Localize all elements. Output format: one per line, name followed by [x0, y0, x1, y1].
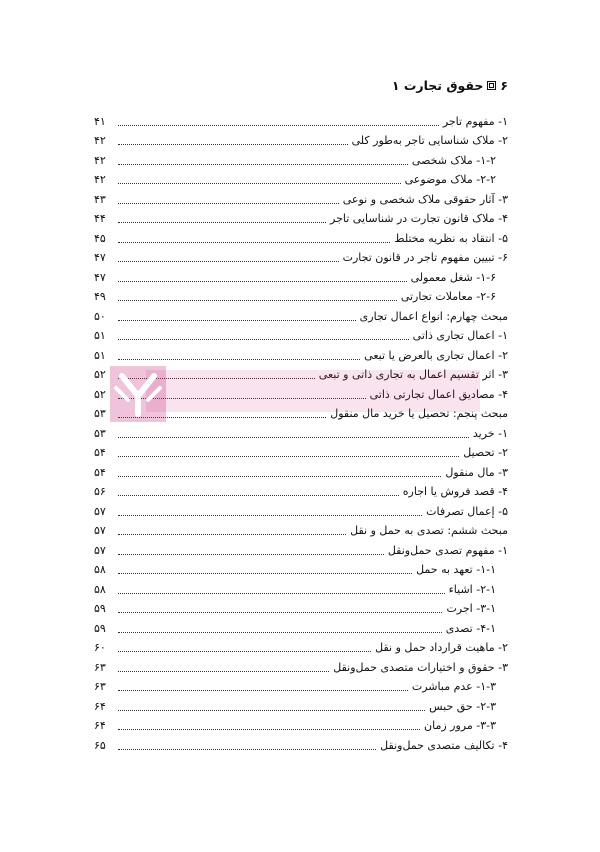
toc-entry-page: ۴۲ — [94, 134, 106, 147]
toc-entry-page: ۵۳ — [94, 407, 106, 420]
toc-dot-leader — [118, 495, 399, 496]
toc-entry-page: ۵۲ — [94, 387, 106, 401]
toc-entry-title: ۲- ملاک شناسایی تاجر به‌طور کلی — [351, 134, 508, 147]
toc-entry — [94, 246, 508, 266]
toc-dot-leader — [118, 203, 339, 204]
toc-entry-page: ۵۷ — [94, 504, 106, 518]
toc-entry — [94, 324, 508, 344]
toc-entry-title: ۲- اعمال تجاری بالعرض یا تبعی — [364, 348, 508, 362]
toc-entry-title: ۴-۱- تصدی — [445, 621, 496, 635]
toc-entry — [94, 226, 508, 246]
toc-entry-page: ۵۸ — [94, 563, 106, 576]
toc-dot-leader — [118, 534, 346, 535]
toc-dot-leader — [118, 300, 397, 301]
toc-dot-leader — [118, 671, 329, 672]
toc-entry-page: ۴۷ — [94, 251, 106, 264]
toc-entry — [94, 207, 508, 227]
toc-dot-leader — [118, 398, 366, 399]
toc-entry-page: ۵۱ — [94, 329, 106, 342]
toc-dot-leader — [118, 554, 384, 555]
toc-entry-page: ۴۲ — [94, 153, 106, 167]
toc-entry-title: ۲- تحصیل — [463, 446, 508, 459]
toc-dot-leader — [118, 164, 408, 165]
toc-entry-title: ۱-۱- تعهد به حمل — [416, 563, 496, 576]
page-number: ۶ — [500, 78, 508, 93]
toc-entry-page: ۴۳ — [94, 192, 106, 206]
toc-entry — [94, 441, 508, 461]
toc-entry-title: ۲-۱- اشیاء — [448, 582, 496, 596]
toc-dot-leader — [118, 144, 348, 145]
toc-entry-title: ۲-۳- حق حبس — [429, 699, 496, 713]
toc-dot-leader — [118, 729, 420, 730]
toc-entry — [94, 675, 508, 695]
toc-entry-page: ۶۰ — [94, 641, 106, 654]
toc-entry-page: ۵۷ — [94, 543, 106, 557]
toc-entry — [94, 168, 508, 188]
toc-dot-leader — [118, 749, 376, 750]
toc-entry — [94, 655, 508, 675]
table-of-contents — [94, 109, 508, 753]
toc-entry-title: مبحث ششم: تصدی به حمل و نقل — [350, 524, 508, 537]
toc-entry-title: ۶- تبیین مفهوم تاجر در قانون تجارت — [342, 251, 508, 264]
toc-entry-page: ۴۱ — [94, 114, 106, 128]
toc-entry — [94, 304, 508, 324]
toc-entry-title: ۱- اعمال تجاری ذاتی — [412, 329, 508, 342]
toc-entry-page: ۵۳ — [94, 426, 106, 440]
toc-entry-page: ۵۶ — [94, 485, 106, 498]
toc-entry — [94, 616, 508, 636]
toc-entry-title: ۳-۳- مرور زمان — [424, 719, 496, 732]
toc-dot-leader — [118, 125, 439, 126]
toc-dot-leader — [118, 378, 315, 379]
toc-entry-page: ۵۷ — [94, 524, 106, 537]
toc-dot-leader — [118, 359, 360, 360]
toc-entry-page: ۴۵ — [94, 231, 106, 245]
toc-entry-title: ۳- آثار حقوقی ملاک شخصی و نوعی — [342, 192, 508, 206]
toc-entry — [94, 694, 508, 714]
toc-entry-title: ۲-۶- معاملات تجارتی — [400, 290, 496, 303]
toc-entry-title: ۱- مفهوم تاجر — [442, 114, 508, 128]
toc-entry-title: ۱-۶- شغل معمولی — [410, 270, 496, 284]
toc-entry-page: ۶۵ — [94, 738, 106, 752]
toc-dot-leader — [118, 281, 407, 282]
toc-dot-leader — [118, 690, 408, 691]
toc-entry — [94, 636, 508, 656]
toc-entry-title: ۳-۱- اجرت — [446, 602, 496, 615]
toc-entry-title: ۵- إعمال تصرفات — [426, 504, 508, 518]
toc-entry — [94, 733, 508, 753]
toc-entry-page: ۵۴ — [94, 446, 106, 459]
toc-dot-leader — [118, 417, 326, 418]
toc-dot-leader — [118, 593, 445, 594]
toc-dot-leader — [118, 437, 469, 438]
toc-entry-title: مبحث پنجم: تحصیل یا خرید مال منقول — [330, 407, 508, 420]
toc-entry — [94, 343, 508, 363]
toc-entry-title: ۵- انتقاد به نظریه مختلط — [394, 231, 508, 245]
book-title: حقوق تجارت ۱ — [391, 78, 484, 93]
toc-entry-page: ۵۰ — [94, 309, 106, 323]
toc-entry-title: ۴- مصادیق اعمال تجارتی ذاتی — [369, 387, 508, 401]
toc-entry-page: ۵۸ — [94, 582, 106, 596]
toc-entry-page: ۵۲ — [94, 368, 106, 381]
toc-dot-leader — [118, 183, 401, 184]
toc-dot-leader — [118, 573, 412, 574]
toc-entry-title: ۳- حقوق و اختیارات متصدی حمل‌ونقل — [333, 660, 508, 674]
toc-entry-title: ۳- مال منقول — [445, 465, 508, 479]
toc-entry-page: ۶۴ — [94, 719, 106, 732]
toc-entry-title: مبحث چهارم: انواع اعمال تجاری — [359, 309, 508, 323]
toc-dot-leader — [118, 222, 326, 223]
toc-dot-leader — [118, 339, 409, 340]
toc-entry — [94, 480, 508, 500]
toc-entry-page: ۴۴ — [94, 212, 106, 225]
toc-entry — [94, 265, 508, 285]
toc-entry — [94, 597, 508, 617]
toc-entry — [94, 714, 508, 734]
toc-entry — [94, 129, 508, 149]
toc-entry-title: ۲- ماهیت قرارداد حمل و نقل — [375, 641, 508, 654]
toc-entry — [94, 148, 508, 168]
toc-entry — [94, 519, 508, 539]
toc-entry-title: ۱-۳- عدم مباشرت — [411, 680, 496, 693]
toc-entry-page: ۶۳ — [94, 660, 106, 674]
toc-dot-leader — [118, 242, 390, 243]
toc-entry-title: ۱-۲- ملاک شخصی — [411, 153, 496, 167]
toc-entry-page: ۵۹ — [94, 602, 106, 615]
toc-entry-page: ۶۴ — [94, 699, 106, 713]
toc-entry-page: ۴۷ — [94, 270, 106, 284]
toc-entry-page: ۵۴ — [94, 465, 106, 479]
toc-entry — [94, 460, 508, 480]
toc-entry-title: ۱- مفهوم تصدی حمل‌ونقل — [387, 543, 508, 557]
toc-entry-title: ۲-۲- ملاک موضوعی — [404, 173, 496, 186]
toc-entry-page: ۴۹ — [94, 290, 106, 303]
toc-entry-title: ۴- ملاک قانون تجارت در شناسایی تاجر — [330, 212, 508, 225]
toc-dot-leader — [118, 261, 339, 262]
toc-dot-leader — [118, 632, 442, 633]
toc-entry — [94, 109, 508, 129]
toc-dot-leader — [118, 651, 371, 652]
toc-dot-leader — [118, 612, 442, 613]
toc-dot-leader — [118, 456, 459, 457]
toc-entry — [94, 187, 508, 207]
toc-entry-page: ۶۳ — [94, 680, 106, 693]
toc-entry-page: ۵۱ — [94, 348, 106, 362]
toc-entry — [94, 577, 508, 597]
square-ornament-icon — [487, 81, 496, 90]
toc-entry — [94, 558, 508, 578]
toc-dot-leader — [118, 320, 356, 321]
toc-entry — [94, 402, 508, 422]
toc-entry-title: ۴- قصد فروش یا اجاره — [402, 485, 508, 498]
page-header — [392, 78, 508, 93]
toc-entry — [94, 499, 508, 519]
toc-dot-leader — [118, 476, 441, 477]
toc-entry — [94, 421, 508, 441]
toc-entry-title: ۱- خرید — [472, 426, 508, 440]
toc-entry — [94, 363, 508, 383]
toc-entry — [94, 382, 508, 402]
toc-dot-leader — [118, 515, 422, 516]
toc-entry-page: ۵۹ — [94, 621, 106, 635]
toc-entry-title: ۳- اثر تقسیم اعمال به تجاری ذاتی و تبعی — [318, 368, 508, 381]
toc-entry — [94, 538, 508, 558]
toc-entry — [94, 285, 508, 305]
toc-entry-page: ۴۲ — [94, 173, 106, 186]
toc-entry-title: ۴- تکالیف متصدی حمل‌ونقل — [380, 738, 508, 752]
toc-dot-leader — [118, 710, 425, 711]
